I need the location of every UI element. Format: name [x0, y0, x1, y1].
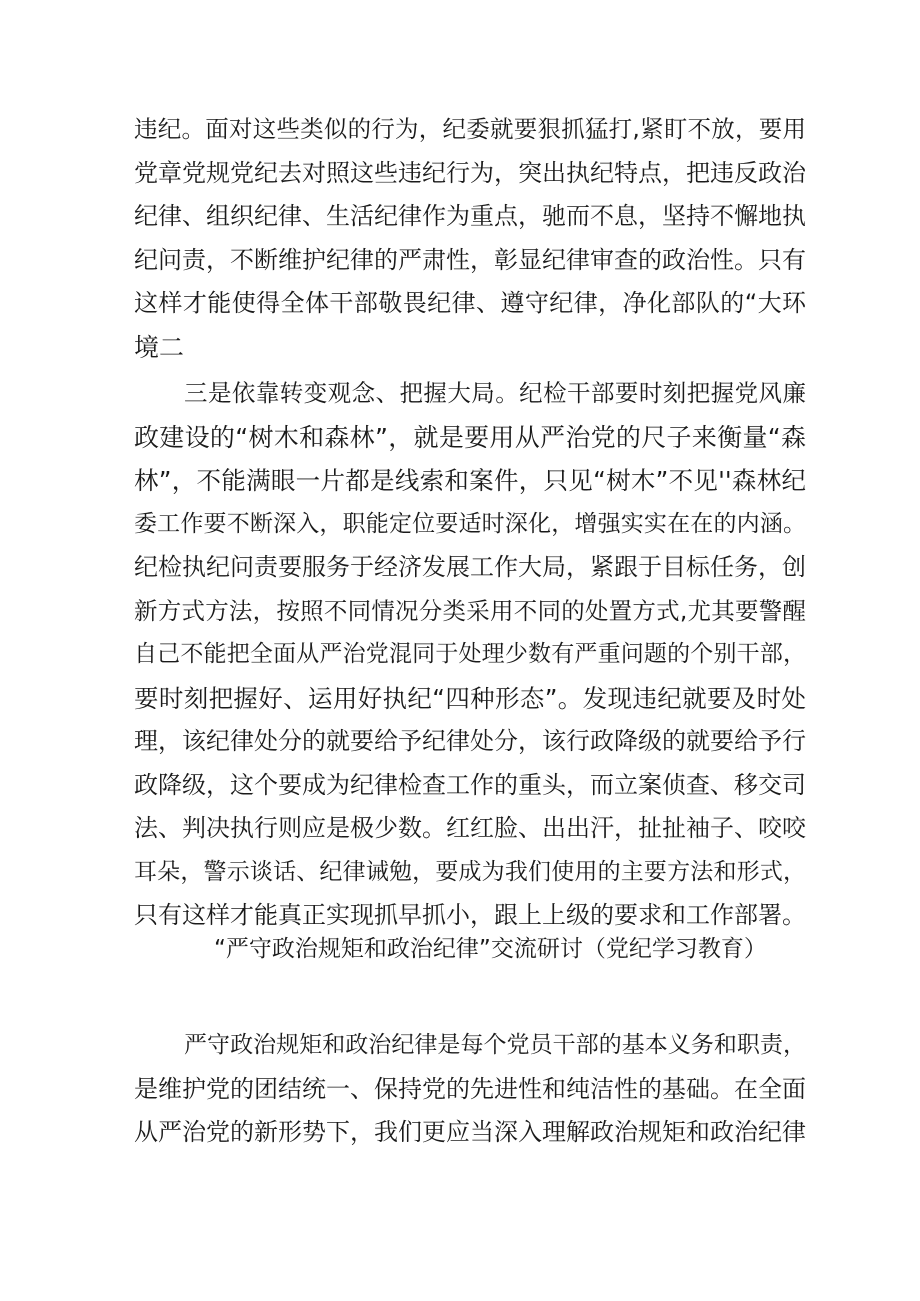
text-line: 自己不能把全面从严治党混同于处理少数有严重问题的个别干部，: [134, 641, 806, 667]
text-line: 要时刻把握好、运用好执纪“四种形态”。发现违纪就要及时处: [134, 683, 806, 713]
text-line: 三是依靠转变观念、把握大局。纪检干部要时刻把握党风廉: [184, 379, 806, 407]
text-line: 纪检执纪问责要服务于经济发展工作大局，紧跟于目标任务，创: [134, 553, 806, 581]
text-line: 是维护党的团结统一、保持党的先进性和纯洁性的基础。在全面: [134, 1074, 806, 1103]
text-line: 境二: [134, 332, 185, 362]
section-title: “严守政治规矩和政治纪律”交流研讨（党纪学习教育）: [214, 936, 767, 962]
text-line: 法、判决执行则应是极少数。红红脸、出出汗，扯扯袖子、咬咬: [134, 814, 806, 842]
text-line: 政降级，这个要成为纪律检查工作的重头，而立案侦查、移交司: [134, 770, 806, 799]
text-line: 林”，不能满眼一片都是线索和案件，只见“树木”不见''森林纪: [134, 466, 806, 495]
text-line: 纪律、组织纪律、生活纪律作为重点，驰而不息，坚持不懈地执: [134, 202, 806, 230]
text-line: 严守政治规矩和政治纪律是每个党员干部的基本义务和职责，: [184, 1032, 806, 1058]
text-line: 这样才能使得全体干部敬畏纪律、遵守纪律，净化部队的“大环: [134, 289, 806, 317]
text-line: 党章党规党纪去对照这些违纪行为，突出执纪特点，把违反政治: [134, 158, 806, 187]
text-line: 新方式方法，按照不同情况分类采用不同的处置方式,尤其要警醒: [134, 596, 806, 625]
text-line: 委工作要不断深入，职能定位要适时深化，增强实实在在的内涵。: [134, 510, 806, 537]
text-line: 纪问责，不断维护纪律的严肃性，彰显纪律审查的政治性。只有: [134, 245, 806, 274]
text-line: 耳朵，警示谈话、纪律诫勉，要成为我们使用的主要方法和形式，: [134, 858, 806, 885]
text-line: 理，该纪律处分的就要给予纪律处分，该行政降级的就要给予行: [134, 727, 806, 755]
text-line: 违纪。面对这些类似的行为，纪委就要狠抓猛打,紧盯不放，要用: [134, 115, 806, 143]
text-line: 政建设的“树木和森林”，就是要用从严治党的尺子来衡量“森: [134, 422, 806, 452]
paragraph-1: [134, 108, 806, 369]
paragraph-3: [134, 1024, 806, 1155]
paragraph-2: [134, 372, 806, 938]
text-line: 从严治党的新形势下，我们更应当深入理解政治规矩和政治纪律: [134, 1118, 806, 1146]
text-line: 只有这样才能真正实现抓早抓小，跟上上级的要求和工作部署。: [134, 901, 806, 929]
